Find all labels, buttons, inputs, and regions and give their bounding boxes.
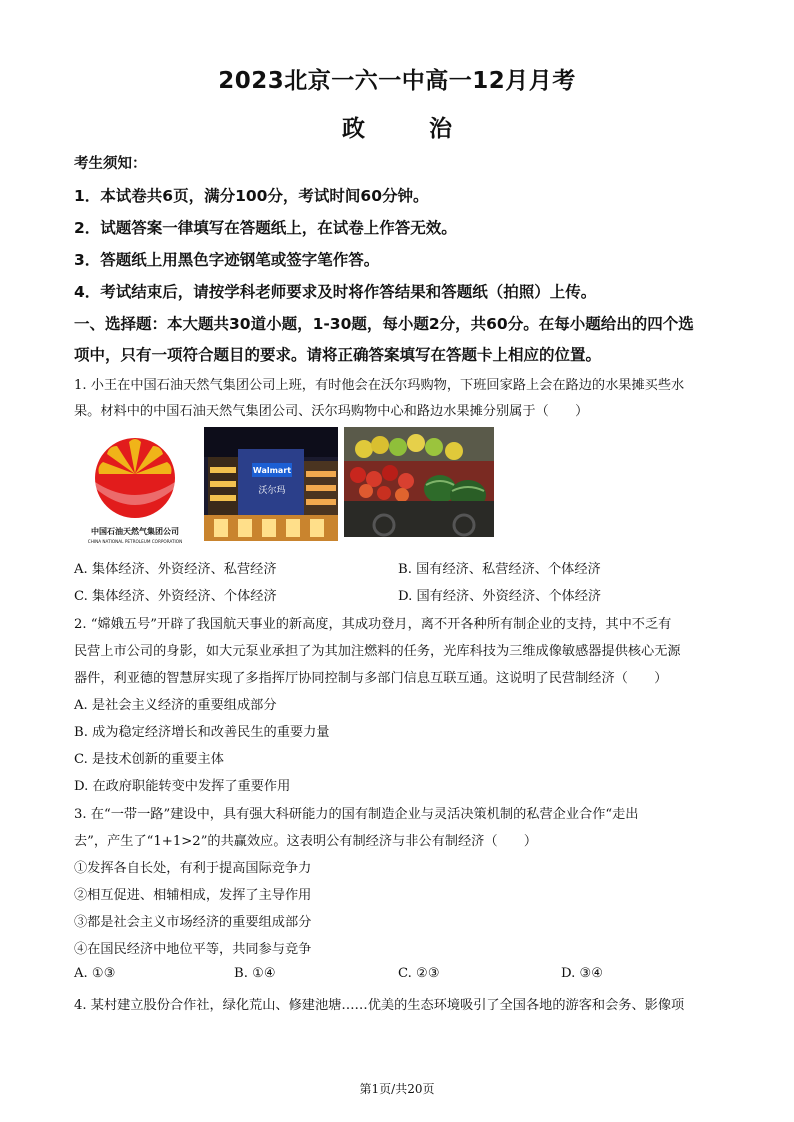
q3-stem-line-1: 3. 在“一带一路”建设中，具有强大科研能力的国有制造企业与灵活决策机制的私营企业合作“走出 — [74, 807, 639, 822]
q2-stem-line-2: 民营上市公司的身影，如大元泵业承担了为其加注燃料的任务，光库科技为三维成像敏感器提供核心无源 — [74, 644, 681, 659]
walmart-sign-text: Walmart — [252, 466, 292, 475]
q1-stem-line-1: 1. 小王在中国石油天然气集团公司上班，有时他会在沃尔玛购物，下班回家路上会在路边的水果摊买些水 — [74, 378, 685, 393]
notice-heading: 考生须知： — [74, 156, 147, 172]
fruit-stall-image — [344, 427, 494, 537]
section-heading-line-2: 项中，只有一项符合题目的要求。请将正确答案填写在答题卡上相应的位置。 — [74, 346, 602, 364]
q3-statement-4: ④在国民经济中地位平等，共同参与竞争 — [74, 942, 312, 957]
notice-item-2: 2．试题答案一律填写在答题纸上，在试卷上作答无效。 — [74, 219, 457, 237]
walmart-sign-cn-text: 沃尔玛 — [258, 486, 286, 496]
notice-item-3: 3．答题纸上用黑色字迹钢笔或签字笔作答。 — [74, 251, 380, 269]
q1-option-b: B. 国有经济、私营经济、个体经济 — [398, 562, 601, 577]
q1-option-a: A. 集体经济、外资经济、私营经济 — [74, 562, 277, 577]
q3-option-b: B. ①④ — [234, 966, 276, 981]
q2-option-d: D. 在政府职能转变中发挥了重要作用 — [74, 779, 291, 794]
page-number: 第1页/共20页 — [359, 1082, 435, 1096]
q2-option-c: C. 是技术创新的重要主体 — [74, 752, 224, 767]
walmart-store-image — [204, 427, 338, 541]
q3-statement-2: ②相互促进、相辅相成，发挥了主导作用 — [74, 888, 312, 903]
q4-stem-line-1: 4. 某村建立股份合作社，绿化荒山、修建池塘……优美的生态环境吸引了全国各地的游客和会务、影像项 — [74, 998, 685, 1013]
q3-option-a: A. ①③ — [74, 966, 116, 981]
cnpc-logo-image — [74, 428, 196, 546]
fruit-stall-photo — [344, 427, 494, 537]
q1-option-d: D. 国有经济、外资经济、个体经济 — [398, 589, 602, 604]
subject-title: 政 治 — [341, 116, 480, 142]
q2-stem-line-1: 2. “嫦娥五号”开辟了我国航天事业的新高度，其成功登月，离不开各种所有制企业的支持，其中不乏有 — [74, 617, 672, 632]
notice-item-1: 1．本试卷共6页，满分100分，考试时间60分钟。 — [74, 187, 429, 205]
q3-stem-line-2: 去”，产生了“1+1>2”的共赢效应。这表明公有制经济与非公有制经济（ ） — [74, 834, 538, 849]
q3-option-c: C. ②③ — [398, 966, 440, 981]
q3-option-d: D. ③④ — [561, 966, 604, 981]
q1-stem-line-2: 果。材料中的中国石油天然气集团公司、沃尔玛购物中心和路边水果摊分别属于（ ） — [74, 404, 589, 419]
q3-statement-3: ③都是社会主义市场经济的重要组成部分 — [74, 915, 312, 930]
q2-option-a: A. 是社会主义经济的重要组成部分 — [74, 698, 277, 713]
q2-stem-line-3: 器件，利亚德的智慧屏实现了多指挥厅协同控制与多部门信息互联互通。这说明了民营制经济（ ） — [74, 671, 668, 686]
section-heading-line-1: 一、选择题：本大题共30道小题，1-30题，每小题2分，共60分。在每小题给出的四个选 — [74, 315, 694, 333]
exam-title: 2023北京一六一中高一12月月考 — [218, 68, 576, 94]
notice-item-4: 4．考试结束后，请按学科老师要求及时将作答结果和答题纸（拍照）上传。 — [74, 283, 597, 301]
walmart-store-photo — [204, 427, 338, 541]
cnpc-logo-cn-text: 中国石油天然气集团公司 — [91, 527, 179, 536]
cnpc-logo-icon — [74, 428, 196, 546]
q3-statement-1: ①发挥各自长处，有利于提高国际竞争力 — [74, 861, 312, 876]
cnpc-logo-en-text: CHINA NATIONAL PETROLEUM CORPORATION — [87, 539, 183, 544]
q2-option-b: B. 成为稳定经济增长和改善民生的重要力量 — [74, 725, 330, 740]
q1-option-c: C. 集体经济、外资经济、个体经济 — [74, 589, 277, 604]
